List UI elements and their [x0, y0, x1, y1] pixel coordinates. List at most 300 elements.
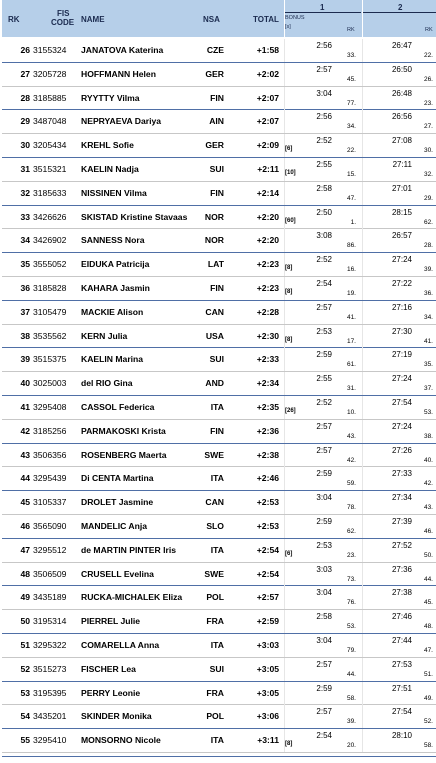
rank-cell: 36	[20, 282, 30, 293]
table-row	[2, 372, 436, 396]
row-divider	[362, 301, 363, 324]
fis-code-cell: 3205434	[33, 140, 67, 151]
row-divider	[362, 420, 363, 443]
athlete-name-cell: Di CENTA Martina	[81, 473, 154, 484]
nsa-cell: ITA	[210, 544, 224, 555]
run-1-rank-cell: 33.	[346, 52, 356, 59]
run-2-time-cell: 27:24	[391, 374, 412, 384]
run-1-time-cell: 2:55	[316, 374, 332, 384]
table-row	[2, 491, 436, 515]
bonus-cell: [8]	[285, 336, 293, 343]
row-divider	[362, 396, 363, 419]
athlete-name-cell: MONSORNO Nicole	[81, 735, 161, 746]
fis-code-cell: 3295408	[33, 401, 67, 412]
rank-cell: 26	[20, 45, 30, 55]
nsa-cell: AND	[205, 378, 224, 389]
total-cell: +3:03	[256, 639, 279, 650]
athlete-name-cell: CRUSELL Evelina	[81, 568, 154, 579]
nsa-cell: SUI	[209, 163, 224, 174]
run-1-rank-cell: 44.	[346, 670, 356, 678]
rank-cell: 35	[20, 259, 30, 270]
row-divider	[362, 110, 363, 133]
bonus-cell: [8]	[285, 265, 293, 272]
run-2-rank-cell: 58.	[423, 742, 433, 750]
nsa-cell: SLO	[206, 520, 224, 531]
bonus-cell: [6]	[285, 550, 293, 557]
run-2-rank-cell: 37.	[423, 385, 433, 393]
header-code: CODE	[51, 18, 75, 27]
row-divider	[362, 134, 363, 157]
nsa-cell: ITA	[210, 735, 224, 746]
total-cell: +2:53	[256, 520, 279, 531]
run-1-time-cell: 2:52	[316, 397, 332, 407]
rank-cell: 46	[20, 520, 30, 531]
row-divider	[284, 372, 285, 395]
row-divider	[284, 39, 285, 62]
run-2-time-cell: 27:19	[391, 350, 412, 360]
bonus-cell: [60]	[285, 217, 296, 224]
table-row	[2, 586, 436, 610]
table-row	[2, 39, 436, 63]
rank-cell: 39	[20, 354, 30, 365]
total-cell: +2:07	[256, 92, 279, 103]
table-row	[2, 705, 436, 729]
total-cell: +2:38	[256, 449, 279, 460]
athlete-name-cell: KREHL Sofie	[81, 140, 134, 151]
athlete-name-cell: KERN Julia	[81, 330, 128, 341]
row-divider	[362, 39, 363, 62]
nsa-cell: SUI	[209, 663, 224, 674]
athlete-name-cell: del RIO Gina	[81, 378, 133, 389]
athlete-name-cell: KAELIN Nadja	[81, 163, 139, 174]
rank-cell: 30	[20, 140, 30, 151]
run-1-rank-cell: 78.	[346, 504, 356, 512]
table-row	[2, 563, 436, 587]
run-2-time-cell: 27:16	[391, 302, 412, 312]
table-row	[2, 301, 436, 325]
run-2-time-cell: 27:24	[391, 255, 412, 265]
header-rk-2: RK	[425, 27, 433, 33]
run-1-time-cell: 2:59	[316, 469, 332, 479]
nsa-cell: GER	[205, 68, 224, 79]
run-2-rank-cell: 27.	[423, 123, 433, 131]
run-2-rank-cell: 53.	[423, 408, 433, 416]
fis-code-cell: 3515375	[33, 354, 67, 365]
row-divider	[362, 658, 363, 681]
table-row	[2, 682, 436, 706]
run-2-rank-cell: 50.	[423, 551, 433, 559]
header-run-1: 1	[320, 3, 325, 12]
run-2-rank-cell: 39.	[423, 266, 433, 274]
run-2-time-cell: 27:54	[391, 707, 412, 717]
run-2-time-cell: 27:08	[391, 136, 412, 146]
run-1-time-cell: 3:04	[316, 493, 332, 503]
athlete-name-cell: PARMAKOSKI Krista	[81, 425, 166, 436]
athlete-name-cell: SKISTAD Kristine Stavaas	[81, 211, 188, 222]
run-2-time-cell: 27:11	[392, 159, 412, 169]
athlete-name-cell: SANNESS Nora	[81, 235, 145, 246]
nsa-cell: FIN	[210, 92, 224, 103]
results-table-body	[2, 39, 436, 753]
rank-cell: 33	[20, 211, 30, 222]
nsa-cell: CAN	[205, 497, 224, 508]
row-divider	[284, 563, 285, 586]
run-1-rank-cell: 16.	[346, 266, 356, 274]
run-1-rank-cell: 41.	[346, 313, 356, 321]
run-2-time-cell: 27:34	[391, 493, 412, 503]
row-divider	[284, 467, 285, 490]
fis-code-cell: 3426902	[33, 235, 67, 246]
rank-cell: 40	[20, 378, 30, 389]
table-row	[2, 539, 436, 563]
row-divider	[362, 87, 363, 110]
fis-code-cell: 3565090	[33, 520, 67, 531]
run-2-rank-cell: 30.	[423, 147, 433, 155]
header-bonus-unit: [s]	[285, 24, 291, 30]
run-1-rank-cell: 77.	[346, 99, 356, 107]
row-divider	[284, 491, 285, 514]
rank-cell: 48	[20, 568, 30, 579]
run-2-rank-cell: 41.	[423, 337, 433, 345]
results-page	[2, 0, 436, 750]
athlete-name-cell: COMARELLA Anna	[81, 639, 160, 650]
row-divider	[362, 515, 363, 538]
header-run-2: 2	[398, 3, 403, 12]
rank-cell: 27	[20, 68, 30, 79]
table-row	[2, 158, 436, 182]
total-cell: +2:33	[256, 354, 279, 365]
fis-code-cell: 3515273	[33, 663, 67, 674]
run-1-time-cell: 3:08	[316, 231, 332, 241]
run-2-rank-cell: 26.	[423, 75, 433, 83]
run-1-rank-cell: 58.	[346, 694, 356, 702]
nsa-cell: FRA	[206, 687, 224, 698]
run-1-time-cell: 2:55	[316, 159, 332, 169]
fis-code-cell: 3195314	[33, 616, 67, 627]
athlete-name-cell: HOFFMANN Helen	[81, 68, 156, 79]
run-1-rank-cell: 45.	[346, 75, 356, 83]
rank-cell: 38	[20, 330, 30, 341]
table-header	[2, 0, 436, 37]
fis-code-cell: 3105337	[33, 497, 67, 508]
rank-cell: 43	[20, 449, 30, 460]
table-row	[2, 396, 436, 420]
fis-code-cell: 3426626	[33, 211, 67, 222]
fis-code-cell: 3515321	[33, 163, 67, 174]
rank-cell: 45	[20, 497, 30, 508]
table-row	[2, 610, 436, 634]
nsa-cell: ITA	[210, 639, 224, 650]
run-2-time-cell: 27:22	[391, 278, 412, 288]
run-2-rank-cell: 48.	[423, 623, 433, 631]
rank-cell: 53	[20, 687, 30, 698]
table-row	[2, 229, 436, 253]
total-cell: +2:30	[256, 330, 279, 341]
total-cell: +2:20	[256, 235, 279, 246]
run-1-rank-cell: 22.	[346, 147, 356, 155]
athlete-name-cell: KAELIN Marina	[81, 354, 144, 365]
nsa-cell: ITA	[210, 401, 224, 412]
total-cell: +2:23	[256, 259, 279, 270]
nsa-cell: AIN	[209, 116, 224, 127]
run-1-rank-cell: 1.	[350, 218, 356, 226]
nsa-cell: LAT	[207, 259, 224, 270]
rank-cell: 37	[20, 306, 30, 317]
run-2-time-cell: 27:36	[391, 564, 412, 574]
run-1-time-cell: 2:59	[316, 683, 332, 693]
run-1-rank-cell: 62.	[346, 527, 356, 535]
run-1-rank-cell: 15.	[346, 170, 356, 178]
bonus-cell: [8]	[285, 741, 293, 748]
row-divider	[362, 206, 363, 229]
total-cell: +2:46	[256, 473, 279, 484]
run-1-time-cell: 2:58	[316, 183, 332, 193]
total-cell: +1:58	[256, 45, 279, 55]
athlete-name-cell: MACKIE Alison	[81, 306, 144, 317]
fis-code-cell: 3435201	[33, 711, 67, 722]
nsa-cell: FRA	[206, 616, 224, 627]
fis-code-cell: 3435189	[33, 592, 67, 603]
run-2-rank-cell: 38.	[423, 432, 433, 440]
run-1-time-cell: 2:57	[316, 659, 332, 669]
header-divider-1	[284, 0, 285, 37]
row-divider	[362, 705, 363, 728]
athlete-name-cell: FISCHER Lea	[81, 663, 136, 674]
fis-code-cell: 3295439	[33, 473, 67, 484]
run-1-rank-cell: 53.	[346, 623, 356, 631]
row-divider	[362, 586, 363, 609]
run-1-rank-cell: 86.	[346, 242, 356, 250]
total-cell: +2:59	[256, 616, 279, 627]
rank-cell: 49	[20, 592, 30, 603]
rank-cell: 28	[20, 92, 30, 103]
total-cell: +2:54	[256, 568, 279, 579]
table-row	[2, 658, 436, 682]
row-divider	[362, 229, 363, 252]
fis-code-cell: 3105479	[33, 306, 67, 317]
run-1-time-cell: 2:52	[316, 136, 332, 146]
run-2-rank-cell: 32.	[423, 170, 433, 178]
row-divider	[362, 348, 363, 371]
table-row	[2, 729, 436, 753]
header-nsa: NSA	[203, 15, 220, 24]
run-2-rank-cell: 49.	[423, 694, 433, 702]
run-1-time-cell: 2:58	[316, 612, 332, 622]
table-row	[2, 348, 436, 372]
row-divider	[362, 372, 363, 395]
run-2-rank-cell: 36.	[423, 289, 433, 297]
row-divider	[284, 87, 285, 110]
run-2-rank-cell: 29.	[423, 194, 433, 202]
run-1-rank-cell: 43.	[346, 432, 356, 440]
run-2-rank-cell: 43.	[423, 504, 433, 512]
bonus-cell: [10]	[285, 169, 296, 176]
run-1-rank-cell: 34.	[346, 123, 356, 131]
athlete-name-cell: ROSENBERG Maerta	[81, 449, 167, 460]
run-1-time-cell: 2:57	[316, 421, 332, 431]
table-row	[2, 444, 436, 468]
row-divider	[362, 325, 363, 348]
row-divider	[362, 158, 363, 181]
total-cell: +3:05	[256, 663, 279, 674]
athlete-name-cell: SKINDER Monika	[81, 711, 152, 722]
fis-code-cell: 3025003	[33, 378, 67, 389]
rank-cell: 41	[20, 401, 30, 412]
nsa-cell: USA	[205, 330, 224, 341]
header-name: NAME	[81, 15, 105, 24]
nsa-cell: ITA	[210, 473, 224, 484]
run-1-rank-cell: 76.	[346, 599, 356, 607]
nsa-cell: POL	[206, 592, 224, 603]
run-2-time-cell: 27:38	[391, 588, 412, 598]
table-row	[2, 634, 436, 658]
total-cell: +2:11	[257, 163, 279, 174]
total-cell: +2:14	[256, 187, 279, 198]
run-2-time-cell: 28:10	[391, 731, 412, 741]
run-2-rank-cell: 40.	[423, 456, 433, 464]
table-row	[2, 515, 436, 539]
run-1-time-cell: 3:04	[316, 635, 332, 645]
run-1-rank-cell: 73.	[346, 575, 356, 583]
run-1-time-cell: 2:56	[316, 112, 332, 122]
row-divider	[362, 539, 363, 562]
total-cell: +2:54	[256, 544, 279, 555]
run-2-time-cell: 27:44	[391, 635, 412, 645]
row-divider	[362, 729, 363, 752]
run-1-rank-cell: 17.	[346, 337, 356, 345]
row-divider	[362, 467, 363, 490]
bonus-cell: [8]	[285, 288, 293, 295]
run-1-rank-cell: 61.	[346, 361, 356, 369]
run-1-time-cell: 2:57	[316, 64, 332, 74]
run-2-rank-cell: 35.	[423, 361, 433, 369]
run-1-time-cell: 2:57	[316, 302, 332, 312]
run-2-time-cell: 27:01	[391, 183, 412, 193]
athlete-name-cell: RUCKA-MICHALEK Eliza	[81, 592, 183, 603]
run-2-time-cell: 26:56	[391, 112, 412, 122]
row-divider	[284, 420, 285, 443]
table-row	[2, 277, 436, 301]
table-row	[2, 420, 436, 444]
row-divider	[362, 610, 363, 633]
run-2-rank-cell: 28.	[423, 242, 433, 250]
run-2-time-cell: 27:51	[391, 683, 412, 693]
total-cell: +3:06	[256, 711, 279, 722]
run-2-time-cell: 26:50	[391, 64, 412, 74]
header-total: TOTAL	[253, 15, 279, 24]
nsa-cell: NOR	[204, 211, 224, 222]
total-cell: +2:28	[256, 306, 279, 317]
run-2-time-cell: 26:47	[391, 41, 412, 50]
total-cell: +2:20	[256, 211, 279, 222]
row-divider	[362, 491, 363, 514]
table-row	[2, 325, 436, 349]
fis-code-cell: 3185256	[33, 425, 67, 436]
row-divider	[362, 444, 363, 467]
total-cell: +2:09	[256, 140, 279, 151]
row-divider	[284, 444, 285, 467]
nsa-cell: NOR	[204, 235, 224, 246]
nsa-cell: FIN	[210, 187, 224, 198]
fis-code-cell: 3185885	[33, 92, 67, 103]
run-1-time-cell: 2:50	[316, 207, 332, 217]
run-2-rank-cell: 45.	[423, 599, 433, 607]
rank-cell: 52	[20, 663, 30, 674]
row-divider	[284, 705, 285, 728]
table-row	[2, 134, 436, 158]
run-1-time-cell: 2:54	[316, 731, 332, 741]
table-row	[2, 182, 436, 206]
fis-code-cell: 3555052	[33, 259, 67, 270]
run-1-rank-cell: 10.	[346, 408, 356, 416]
nsa-cell: POL	[206, 711, 224, 722]
run-1-time-cell: 2:52	[316, 255, 332, 265]
header-bonus: BONUS	[285, 15, 305, 21]
run-2-time-cell: 27:53	[391, 659, 412, 669]
fis-code-cell: 3185828	[33, 282, 67, 293]
row-divider	[284, 586, 285, 609]
row-divider	[284, 301, 285, 324]
total-cell: +2:57	[256, 592, 279, 603]
fis-code-cell: 3295512	[33, 544, 67, 555]
athlete-name-cell: PERRY Leonie	[81, 687, 141, 698]
row-divider	[284, 515, 285, 538]
row-divider	[284, 63, 285, 86]
run-1-time-cell: 2:53	[316, 540, 332, 550]
row-divider	[284, 610, 285, 633]
nsa-cell: CAN	[205, 306, 224, 317]
row-divider	[362, 277, 363, 300]
fis-code-cell: 3295410	[33, 735, 67, 746]
run-1-time-cell: 2:57	[316, 707, 332, 717]
row-divider	[284, 658, 285, 681]
total-cell: +3:11	[257, 735, 279, 746]
run-2-time-cell: 27:33	[391, 469, 412, 479]
run-1-time-cell: 2:57	[316, 445, 332, 455]
athlete-name-cell: de MARTIN PINTER Iris	[81, 544, 177, 555]
row-divider	[284, 229, 285, 252]
athlete-name-cell: MANDELIC Anja	[81, 520, 148, 531]
run-2-time-cell: 27:26	[391, 445, 412, 455]
row-divider	[362, 182, 363, 205]
nsa-cell: SUI	[209, 354, 224, 365]
run-1-rank-cell: 23.	[346, 551, 356, 559]
header-run-1-rule	[285, 12, 361, 13]
fis-code-cell: 3295322	[33, 639, 67, 650]
fis-code-cell: 3506509	[33, 568, 67, 579]
row-divider	[362, 63, 363, 86]
table-row	[2, 467, 436, 491]
total-cell: +2:23	[256, 282, 279, 293]
fis-code-cell: 3487048	[33, 116, 67, 127]
athlete-name-cell: NEPRYAEVA Dariya	[81, 116, 162, 127]
row-divider	[284, 110, 285, 133]
table-row	[2, 253, 436, 277]
run-2-rank-cell: 22.	[423, 52, 433, 59]
header-divider-2	[362, 0, 363, 37]
fis-code-cell: 3195395	[33, 687, 67, 698]
rank-cell: 44	[20, 473, 30, 484]
run-2-time-cell: 26:48	[391, 88, 412, 98]
run-1-time-cell: 3:04	[316, 588, 332, 598]
run-1-rank-cell: 79.	[346, 646, 356, 654]
run-2-time-cell: 27:46	[391, 612, 412, 622]
row-divider	[284, 682, 285, 705]
run-2-rank-cell: 23.	[423, 99, 433, 107]
run-2-rank-cell: 52.	[423, 718, 433, 726]
table-row	[2, 87, 436, 111]
rank-cell: 51	[20, 639, 30, 650]
